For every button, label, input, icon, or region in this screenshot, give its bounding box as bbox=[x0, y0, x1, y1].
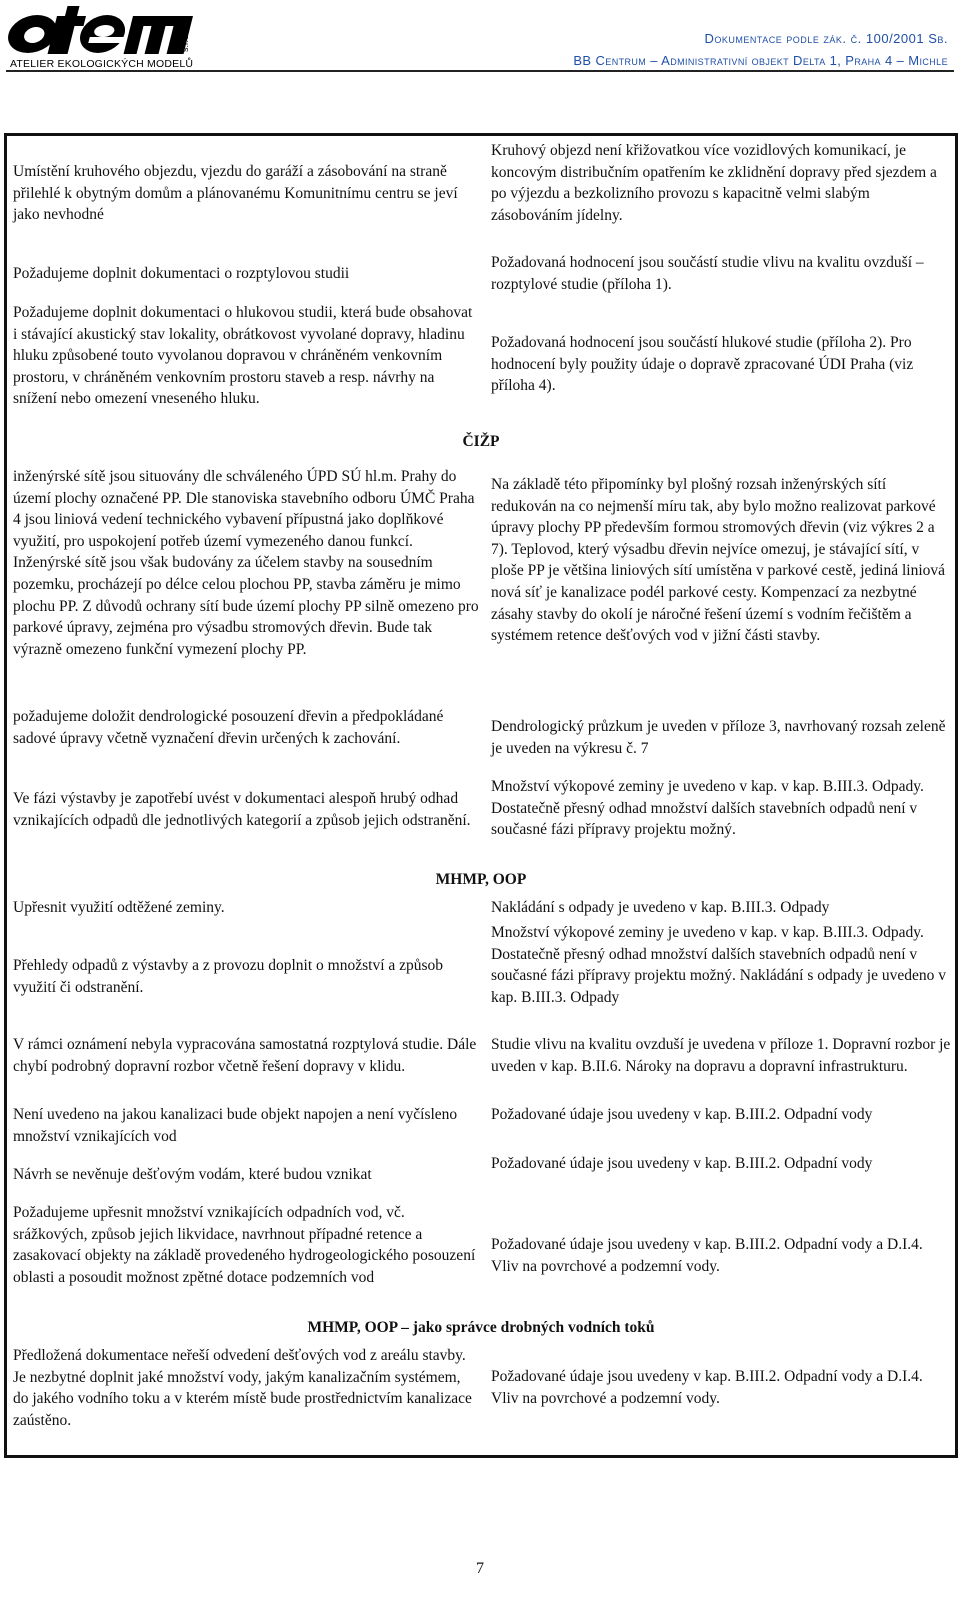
row-12-comment: Požadujeme upřesnit množství vznikajících odpadních vod, vč. srážkových, způsob jejich likvidace, navrhnout případné retence a zasakovací objekty na základě provedeného hydrogeologického posouzení oblasti a posoudit možnost zpětné dotace podzemních vod bbox=[13, 1204, 476, 1286]
row-3-response: Požadovaná hodnocení jsou součástí hlukové studie (příloha 2). Pro hodnocení byly použity údaje o dopravě zpracované ÚDI Praha (viz příloha 4). bbox=[491, 334, 914, 395]
row-8-response: Množství výkopové zeminy je uvedeno v kap. v kap. B.III.3. Odpady. Dostatečně přesný odhad množství dalších stavebních odpadů není v současné fázi přípravy projektu možný. Nakládání s odpady je uvedeno v kap. B.III.3. Odpady bbox=[491, 924, 946, 1006]
row-11-comment: Návrh se nevěnuje dešťovým vodám, které budou vznikat bbox=[13, 1166, 372, 1183]
row-1-comment: Umístění kruhového objezdu, vjezdu do garáží a zásobování na straně přilehlé k obytným domům a plánovanému Komunitnímu centru se jeví jako nevhodné bbox=[13, 163, 458, 224]
row-10-response: Požadované údaje jsou uvedeny v kap. B.III.2. Odpadní vody bbox=[491, 1106, 873, 1123]
row-9-comment: V rámci oznámení nebyla vypracována samostatná rozptylová studie. Dále chybí podrobný dopravní rozbor včetně řešení dopravy v klidu. bbox=[13, 1036, 477, 1075]
section-mhmp-oop-water: MHMP, OOP – jako správce drobných vodních toků bbox=[307, 1319, 655, 1336]
row-4-comment: inženýrské sítě jsou situovány dle schváleného ÚPD SÚ hl.m. Prahy do území plochy označené PP. Dle stanoviska stavebního odboru ÚMČ Praha 4 jsou liniová vedení technického vybavení přípustná jako doplňkové využití, pro uspokojení potřeb území vymezeného danou funkcí. Inženýrské sítě jsou však budovány za účelem stavby na sousedním pozemku, procházejí po délce celou plochou PP, stavba záměru je mimo plochu PP. Z důvodů ochrany sítí bude území plochy PP silně omezeno pro parkové úpravy, zejména pro výsadbu stromových dřevin. Bude tak výrazně omezeno funkční vymezení plochy PP. bbox=[13, 468, 479, 658]
logo-subtitle: ATELIER EKOLOGICKÝCH MODELŮ bbox=[10, 58, 194, 70]
row-13-comment: Předložená dokumentace neřeší odvedení dešťových vod z areálu stavby. Je nezbytné doplnit jaké množství vody, jakým kanalizačním systémem, do jakého vodního toku a v kterém místě bude prostřednictvím kanalizace zaústěno. bbox=[13, 1347, 472, 1429]
row-10-comment: Není uvedeno na jakou kanalizaci bude objekt napojen a není vyčísleno množství vznikajících vod bbox=[13, 1106, 458, 1145]
row-5-response: Dendrologický průzkum je uveden v příloze 3, navrhovaný rozsah zeleně je uveden na výkresu č. 7 bbox=[491, 718, 946, 757]
row-2-response: Požadovaná hodnocení jsou součástí studie vlivu na kvalitu ovzduší – rozptylové studie (příloha 1). bbox=[491, 254, 924, 293]
page-number: 7 bbox=[476, 1560, 484, 1577]
row-4-response: Na základě této připomínky byl plošný rozsah inženýrských sítí redukován na co nejmenší míru tak, aby bylo možno realizovat parkové úpravy plochy PP především formou stromových dřevin (viz výkres 2 a 7). Teplovod, který výsadbu dřevin nejvíce omezuj, je stávající sítí, v ploše PP je většina liniových sítí umístěna v parkové cestě, jediná liniová nová síť je kanalizace podél parkové cesty. Kompenzací za nezbytné zásahy stavby do okolí je náročné řešení území s vodním řečištěm a systémem retence dešťových vod v jižní části stavby. bbox=[491, 476, 946, 645]
logo-sro: s.r.o. bbox=[180, 32, 190, 52]
row-9-response: Studie vlivu na kvalitu ovzduší je uvedena v příloze 1. Dopravní rozbor je uveden v kap. B.II.6. Nároky na dopravu a dopravní infrastrukturu. bbox=[491, 1036, 951, 1075]
section-mhmp-oop: MHMP, OOP bbox=[435, 871, 527, 888]
row-6-comment: Ve fázi výstavby je zapotřebí uvést v dokumentaci alespoň hrubý odhad vznikajících odpadů dle jednotlivých kategorií a způsob jejich odstranění. bbox=[13, 790, 471, 829]
page-header bbox=[0, 0, 960, 78]
header-line-1: Dokumentace podle zák. č. 100/2001 Sb. bbox=[704, 31, 948, 46]
row-11-response: Požadované údaje jsou uvedeny v kap. B.III.2. Odpadní vody bbox=[491, 1155, 873, 1172]
row-1-response: Kruhový objezd není křižovatkou více vozidlových komunikací, je koncovým distribučním opatřením ke zklidnění dopravy před sjezdem a po výjezdu a bezkolizního provozu s kapacitně velmi slabým zásobováním jídelny. bbox=[491, 142, 937, 224]
atem-logo-mark bbox=[8, 4, 194, 56]
header-line-2: BB Centrum – Administrativní objekt Delta 1, Praha 4 – Michle bbox=[573, 53, 948, 68]
section-cizp: ČIŽP bbox=[462, 433, 500, 450]
atem-logo bbox=[8, 4, 194, 72]
row-2-comment: Požadujeme doplnit dokumentaci o rozptylovou studii bbox=[13, 265, 350, 282]
document-header bbox=[573, 28, 948, 72]
header-divider bbox=[6, 70, 954, 72]
row-6-response: Množství výkopové zeminy je uvedeno v kap. v kap. B.III.3. Odpady. Dostatečně přesný odhad množství dalších stavebních odpadů není v současné fázi přípravy projektu možný. bbox=[491, 778, 924, 839]
comments-table bbox=[4, 133, 958, 1458]
row-7-comment: Upřesnit využití odtěžené zeminy. bbox=[13, 899, 225, 916]
row-7-response: Nakládání s odpady je uvedeno v kap. B.III.3. Odpady bbox=[491, 899, 830, 916]
row-5-comment: požadujeme doložit dendrologické posouzení dřevin a předpokládané sadové úpravy včetně vyznačení dřevin určených k zachování. bbox=[13, 708, 444, 747]
row-12-response: Požadované údaje jsou uvedeny v kap. B.III.2. Odpadní vody a D.I.4. Vliv na povrchové a podzemní vody. bbox=[491, 1236, 923, 1275]
row-3-comment: Požadujeme doplnit dokumentaci o hlukovou studii, která bude obsahovat i stávající akustický stav lokality, obrátkovost vyvolané dopravy, hladinu hluku způsobené touto vyvolanou dopravou v chráněném venkovním prostoru, v chráněném venkovním prostoru staveb a resp. návrhy na snížení nebo omezení vneseného hluku. bbox=[13, 304, 473, 408]
row-13-response: Požadované údaje jsou uvedeny v kap. B.III.2. Odpadní vody a D.I.4. Vliv na povrchové a podzemní vody. bbox=[491, 1368, 923, 1407]
row-8-comment: Přehledy odpadů z výstavby a z provozu doplnit o množství a způsob využití či odstranění. bbox=[13, 957, 444, 996]
